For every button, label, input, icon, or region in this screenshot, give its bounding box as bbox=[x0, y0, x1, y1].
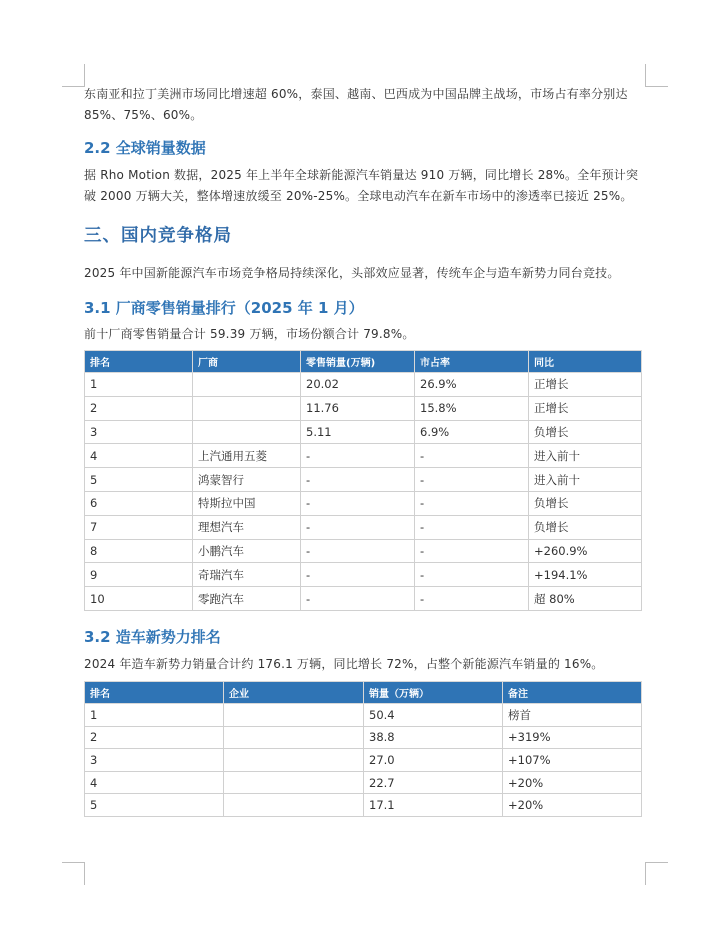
table-cell bbox=[193, 420, 301, 444]
table-cell: 负增长 bbox=[529, 420, 642, 444]
column-header: 同比 bbox=[529, 351, 642, 373]
table-cell bbox=[224, 749, 364, 772]
table-cell: 特斯拉中国 bbox=[193, 491, 301, 515]
table-cell: 22.7 bbox=[364, 771, 503, 794]
column-header: 厂商 bbox=[193, 351, 301, 373]
table-cell: 进入前十 bbox=[529, 444, 642, 468]
table-row bbox=[85, 468, 642, 492]
page-corner-mark-bottom-left bbox=[62, 862, 85, 885]
page-corner-mark-top-right bbox=[645, 64, 668, 87]
table-cell: - bbox=[415, 563, 529, 587]
heading-2-2: 2.2 全球销量数据 bbox=[84, 139, 206, 157]
table-cell: 3 bbox=[85, 420, 193, 444]
table-cell: - bbox=[301, 563, 415, 587]
heading-section-3: 三、国内竞争格局 bbox=[84, 226, 232, 246]
column-header: 排名 bbox=[85, 681, 224, 703]
paragraph-section-3: 2025 年中国新能源汽车市场竞争格局持续深化，头部效应显著，传统车企与造车新势力同台竞技。 bbox=[84, 266, 620, 280]
table-cell: 3 bbox=[85, 749, 224, 772]
table-header-row bbox=[85, 351, 642, 373]
table-row bbox=[85, 420, 642, 444]
table-cell: 6.9% bbox=[415, 420, 529, 444]
table-row bbox=[85, 491, 642, 515]
table-cell: - bbox=[301, 539, 415, 563]
table-cell: 榜首 bbox=[503, 703, 642, 726]
table-cell: 17.1 bbox=[364, 794, 503, 817]
table-cell: - bbox=[301, 515, 415, 539]
table-cell: - bbox=[301, 587, 415, 611]
table-cell bbox=[193, 396, 301, 420]
table-cell: - bbox=[415, 468, 529, 492]
table-cell bbox=[224, 771, 364, 794]
table-cell: 27.0 bbox=[364, 749, 503, 772]
table-cell: 进入前十 bbox=[529, 468, 642, 492]
table-cell: 奇瑞汽车 bbox=[193, 563, 301, 587]
table-row bbox=[85, 749, 642, 772]
table-row bbox=[85, 444, 642, 468]
column-header: 市占率 bbox=[415, 351, 529, 373]
table-cell: 15.8% bbox=[415, 396, 529, 420]
table-cell: 9 bbox=[85, 563, 193, 587]
table-cell: 5 bbox=[85, 468, 193, 492]
table-cell: 4 bbox=[85, 771, 224, 794]
table-cell bbox=[193, 373, 301, 397]
table-cell: 正增长 bbox=[529, 373, 642, 397]
table-cell: - bbox=[301, 444, 415, 468]
table-cell bbox=[224, 726, 364, 749]
table-cell: 38.8 bbox=[364, 726, 503, 749]
table-cell: - bbox=[415, 539, 529, 563]
table-cell: 理想汽车 bbox=[193, 515, 301, 539]
table-cell: +20% bbox=[503, 771, 642, 794]
column-header: 销量（万辆） bbox=[364, 681, 503, 703]
table-row bbox=[85, 563, 642, 587]
heading-3-1: 3.1 厂商零售销量排行（2025 年 1 月） bbox=[84, 299, 364, 317]
table-cell: - bbox=[415, 444, 529, 468]
table-cell: 7 bbox=[85, 515, 193, 539]
table-row bbox=[85, 726, 642, 749]
table-cell: 鸿蒙智行 bbox=[193, 468, 301, 492]
page-corner-mark-top-left bbox=[62, 64, 85, 87]
table-cell: +260.9% bbox=[529, 539, 642, 563]
paragraph-2-2: 据 Rho Motion 数据，2025 年上半年全球新能源汽车销量达 910 万辆，同比增长 28%。全年预计突破 2000 万辆大关，整体增速放缓至 20%-25%。全球电动汽车在新车市场中的渗透率已接近 25%。 bbox=[84, 168, 639, 203]
column-header: 零售销量(万辆) bbox=[301, 351, 415, 373]
table-cell: 20.02 bbox=[301, 373, 415, 397]
table-cell: 8 bbox=[85, 539, 193, 563]
table-cell: +319% bbox=[503, 726, 642, 749]
table-cell: 1 bbox=[85, 703, 224, 726]
table-row bbox=[85, 771, 642, 794]
table-cell: 50.4 bbox=[364, 703, 503, 726]
paragraph-3-1: 前十厂商零售销量合计 59.39 万辆，市场份额合计 79.8%。 bbox=[84, 327, 415, 341]
table-header-row bbox=[85, 681, 642, 703]
table-cell: 负增长 bbox=[529, 491, 642, 515]
table-cell: 1 bbox=[85, 373, 193, 397]
document-body bbox=[84, 84, 646, 817]
table-row bbox=[85, 587, 642, 611]
table-cell: 负增长 bbox=[529, 515, 642, 539]
table-cell: 5.11 bbox=[301, 420, 415, 444]
page-corner-mark-bottom-right bbox=[645, 862, 668, 885]
column-header: 备注 bbox=[503, 681, 642, 703]
table-cell: - bbox=[301, 491, 415, 515]
table-row bbox=[85, 515, 642, 539]
table-cell: - bbox=[415, 491, 529, 515]
table-cell: 2 bbox=[85, 396, 193, 420]
table-cell: 6 bbox=[85, 491, 193, 515]
table-cell: 上汽通用五菱 bbox=[193, 444, 301, 468]
table-cell: 超 80% bbox=[529, 587, 642, 611]
table-row bbox=[85, 794, 642, 817]
table-row bbox=[85, 396, 642, 420]
table-row bbox=[85, 373, 642, 397]
table-cell: - bbox=[415, 515, 529, 539]
table-cell: 4 bbox=[85, 444, 193, 468]
table-row bbox=[85, 703, 642, 726]
table-cell: 5 bbox=[85, 794, 224, 817]
table-cell bbox=[224, 703, 364, 726]
column-header: 排名 bbox=[85, 351, 193, 373]
table-cell: 零跑汽车 bbox=[193, 587, 301, 611]
intro-paragraph: 东南亚和拉丁美洲市场同比增速超 60%，泰国、越南、巴西成为中国品牌主战场，市场占有率分别达 85%、75%、60%。 bbox=[84, 87, 628, 122]
table-cell: 2 bbox=[85, 726, 224, 749]
table-cell: 26.9% bbox=[415, 373, 529, 397]
table-cell: 10 bbox=[85, 587, 193, 611]
table-cell: +107% bbox=[503, 749, 642, 772]
table-cell: +194.1% bbox=[529, 563, 642, 587]
table-cell: 小鹏汽车 bbox=[193, 539, 301, 563]
table-cell: +20% bbox=[503, 794, 642, 817]
table-cell: - bbox=[301, 468, 415, 492]
table-row bbox=[85, 539, 642, 563]
table-cell: 11.76 bbox=[301, 396, 415, 420]
table-cell: - bbox=[415, 587, 529, 611]
manufacturer-ranking-table bbox=[84, 350, 642, 611]
paragraph-3-2: 2024 年造车新势力销量合计约 176.1 万辆，同比增长 72%，占整个新能源汽车销量的 16%。 bbox=[84, 656, 604, 671]
heading-3-2: 3.2 造车新势力排名 bbox=[84, 627, 221, 646]
new-force-ranking-table bbox=[84, 681, 642, 817]
table-cell: 正增长 bbox=[529, 396, 642, 420]
table-cell bbox=[224, 794, 364, 817]
column-header: 企业 bbox=[224, 681, 364, 703]
